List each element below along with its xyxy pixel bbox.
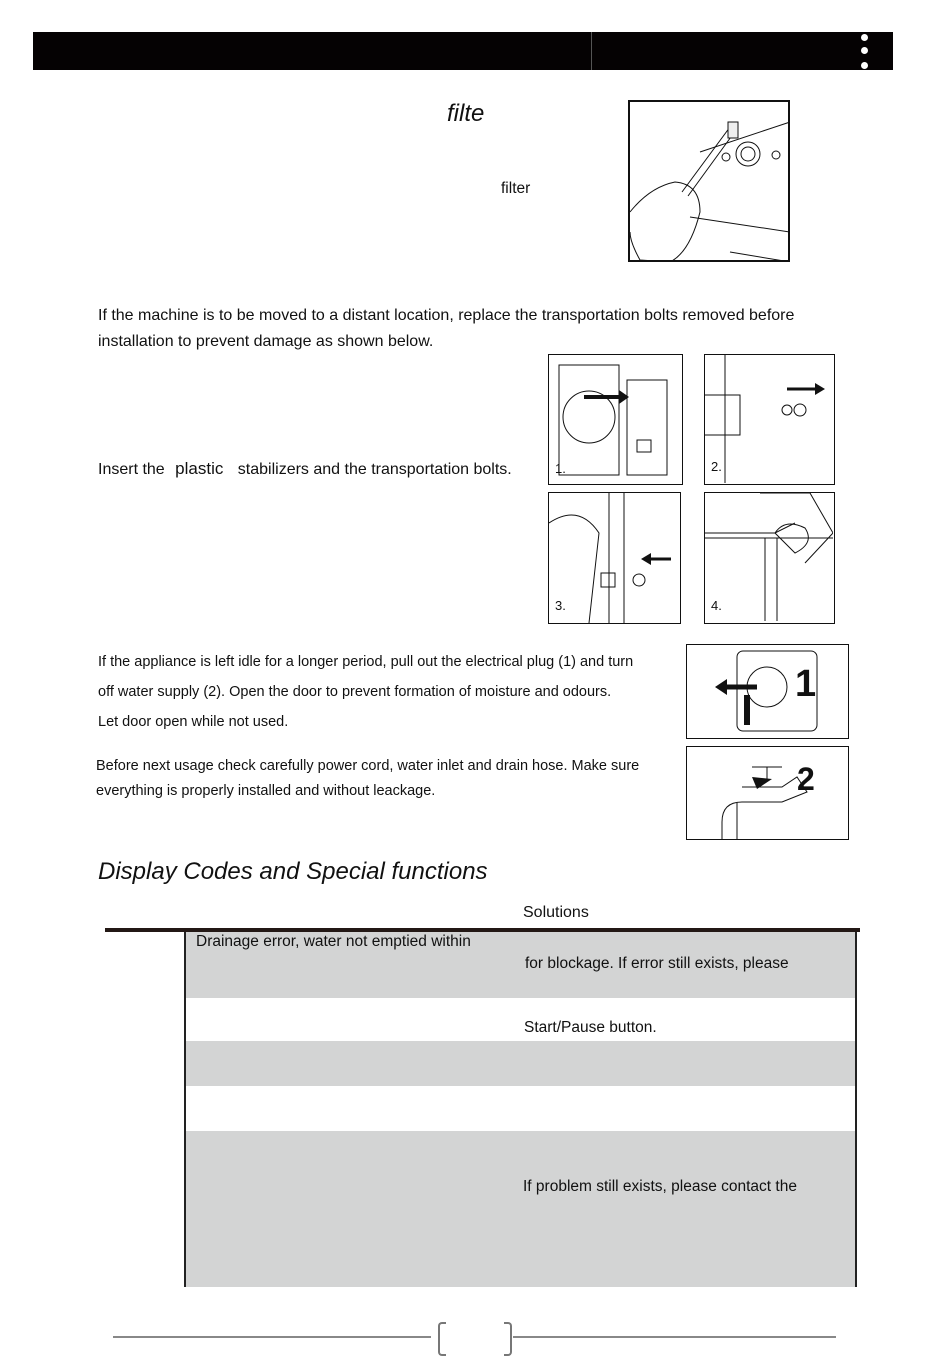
solutions-header: Solutions bbox=[523, 904, 589, 921]
table-left-border bbox=[184, 932, 186, 1287]
footer-rule-left bbox=[113, 1336, 431, 1338]
figure-number-2: 2 bbox=[797, 761, 815, 797]
idle-line3: Let door open while not used. bbox=[98, 714, 289, 730]
row-1-solution: for blockage. If error still exists, please bbox=[525, 955, 789, 972]
unplug-figure bbox=[686, 644, 849, 739]
filter-cleaning-illustration bbox=[628, 100, 790, 262]
table-row bbox=[185, 1086, 856, 1131]
transport-intro-line2: installation to prevent damage as shown below. bbox=[98, 333, 434, 350]
display-codes-title: Display Codes and Special functions bbox=[98, 858, 488, 885]
table-row bbox=[185, 1131, 856, 1287]
insert-plastic: plastic bbox=[175, 459, 224, 478]
idle-line1: If the appliance is left idle for a longer period, pull out the electrical plug (1) and turn bbox=[98, 654, 634, 670]
water-tap-figure bbox=[686, 746, 849, 840]
table-row bbox=[185, 1041, 856, 1086]
vertical-dots-icon bbox=[861, 32, 869, 70]
footer-bracket-left bbox=[438, 1322, 446, 1356]
figure-number-1: 1 bbox=[795, 663, 817, 705]
table-right-border bbox=[855, 932, 857, 1287]
step-2-label: 2. bbox=[711, 459, 722, 474]
row-2-solution: Start/Pause button. bbox=[524, 1019, 657, 1036]
tap-icon bbox=[687, 747, 849, 839]
transport-step-1-figure bbox=[548, 354, 683, 485]
next-usage-line2: everything is properly installed and without leackage. bbox=[96, 783, 436, 799]
idle-line2: off water supply (2). Open the door to prevent formation of moisture and odours. bbox=[98, 684, 612, 700]
header-bar bbox=[33, 32, 893, 70]
next-usage-line1: Before next usage check carefully power cord, water inlet and drain hose. Make sure bbox=[96, 758, 640, 774]
toothbrush-filter-icon bbox=[630, 102, 788, 260]
footer-rule-right bbox=[513, 1336, 836, 1338]
row-5-solution: If problem still exists, please contact the bbox=[523, 1178, 797, 1195]
insert-pre: Insert the bbox=[98, 461, 165, 478]
row-1-description: Drainage error, water not emptied within bbox=[196, 933, 471, 950]
plug-icon bbox=[687, 645, 849, 739]
header-divider bbox=[591, 32, 592, 70]
filter-text-fragment: filter bbox=[501, 180, 531, 197]
table-row bbox=[185, 998, 856, 1041]
step-3-label: 3. bbox=[555, 598, 566, 613]
filter-heading-fragment: filte bbox=[447, 100, 485, 127]
step-4-label: 4. bbox=[711, 598, 722, 613]
step-1-label: 1. bbox=[555, 461, 566, 476]
transport-step-2-figure bbox=[704, 354, 835, 485]
transport-intro-line1: If the machine is to be moved to a distant location, replace the transportation bolts removed before bbox=[98, 307, 795, 324]
insert-instruction bbox=[98, 459, 512, 479]
transport-step-4-figure bbox=[704, 492, 835, 624]
transport-step-3-figure bbox=[548, 492, 681, 624]
insert-post: stabilizers and the transportation bolts. bbox=[237, 461, 512, 478]
footer-bracket-right bbox=[504, 1322, 512, 1356]
